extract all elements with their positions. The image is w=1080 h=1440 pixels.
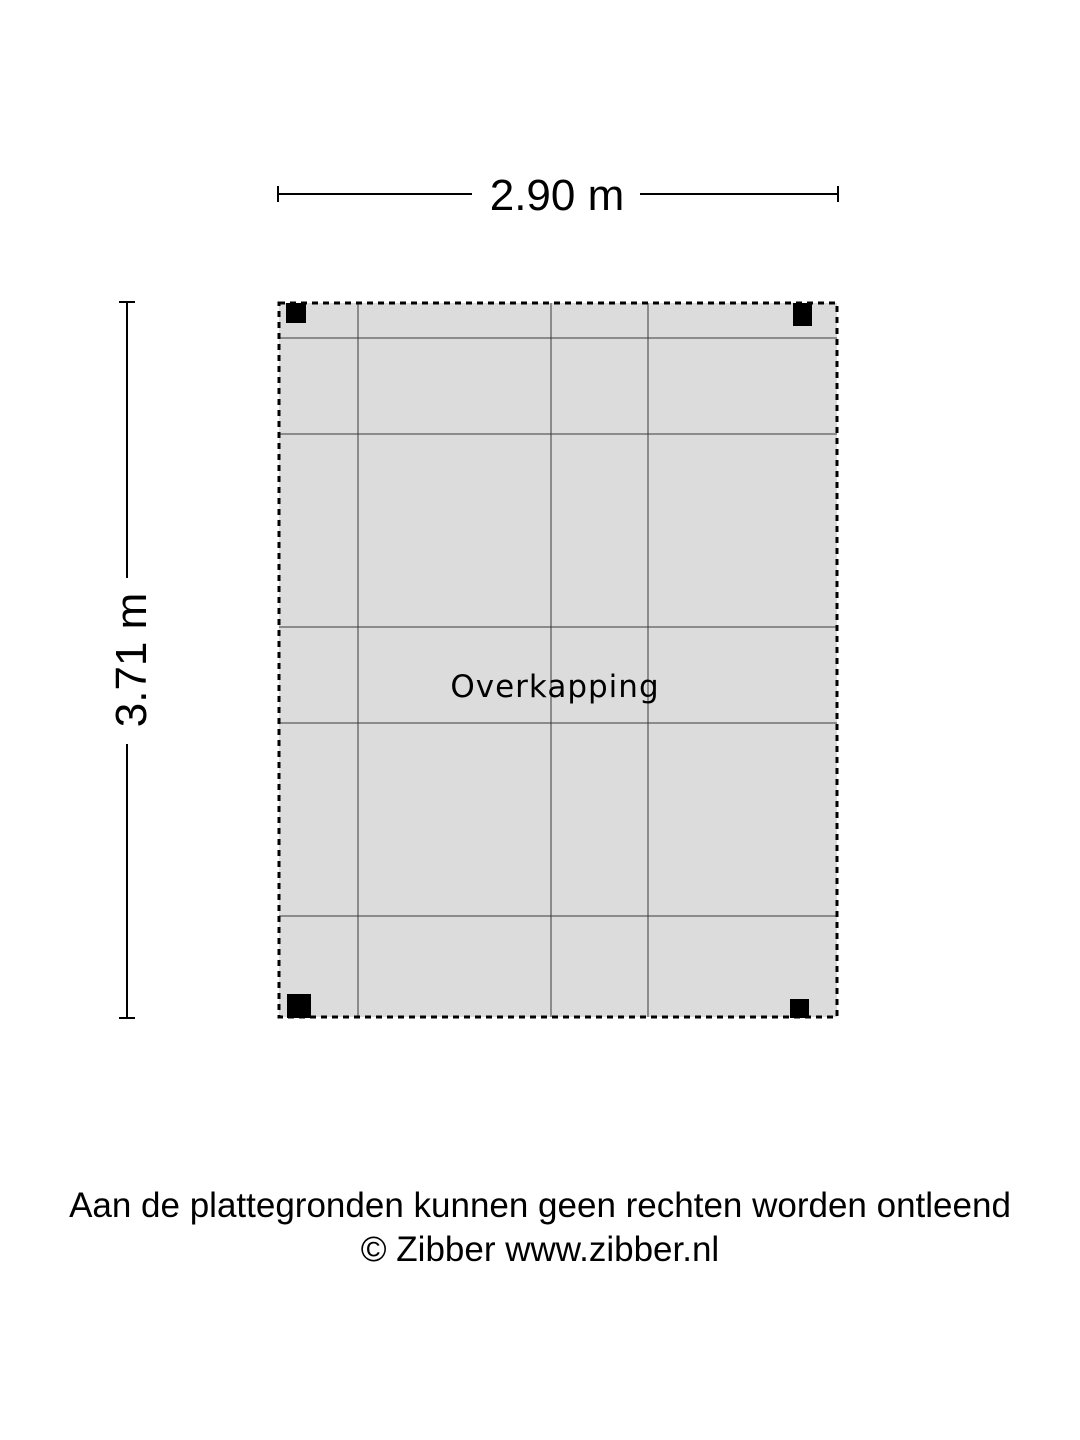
disclaimer-text: Aan de plattegronden kunnen geen rechten worden ontleend bbox=[69, 1186, 1011, 1225]
width-dimension-label: 2.90 m bbox=[489, 171, 625, 220]
post-bottom-right bbox=[790, 999, 809, 1018]
room-overkapping bbox=[279, 303, 837, 1018]
width-dimension bbox=[278, 171, 838, 220]
height-dimension-label: 3.71 m bbox=[107, 592, 156, 728]
copyright-text: © Zibber www.zibber.nl bbox=[360, 1230, 720, 1269]
post-top-right bbox=[793, 303, 812, 326]
room-label: Overkapping bbox=[450, 669, 660, 705]
post-top-left bbox=[286, 303, 306, 323]
room-fill bbox=[279, 303, 837, 1017]
height-dimension bbox=[107, 302, 156, 1018]
post-bottom-left bbox=[287, 994, 311, 1018]
